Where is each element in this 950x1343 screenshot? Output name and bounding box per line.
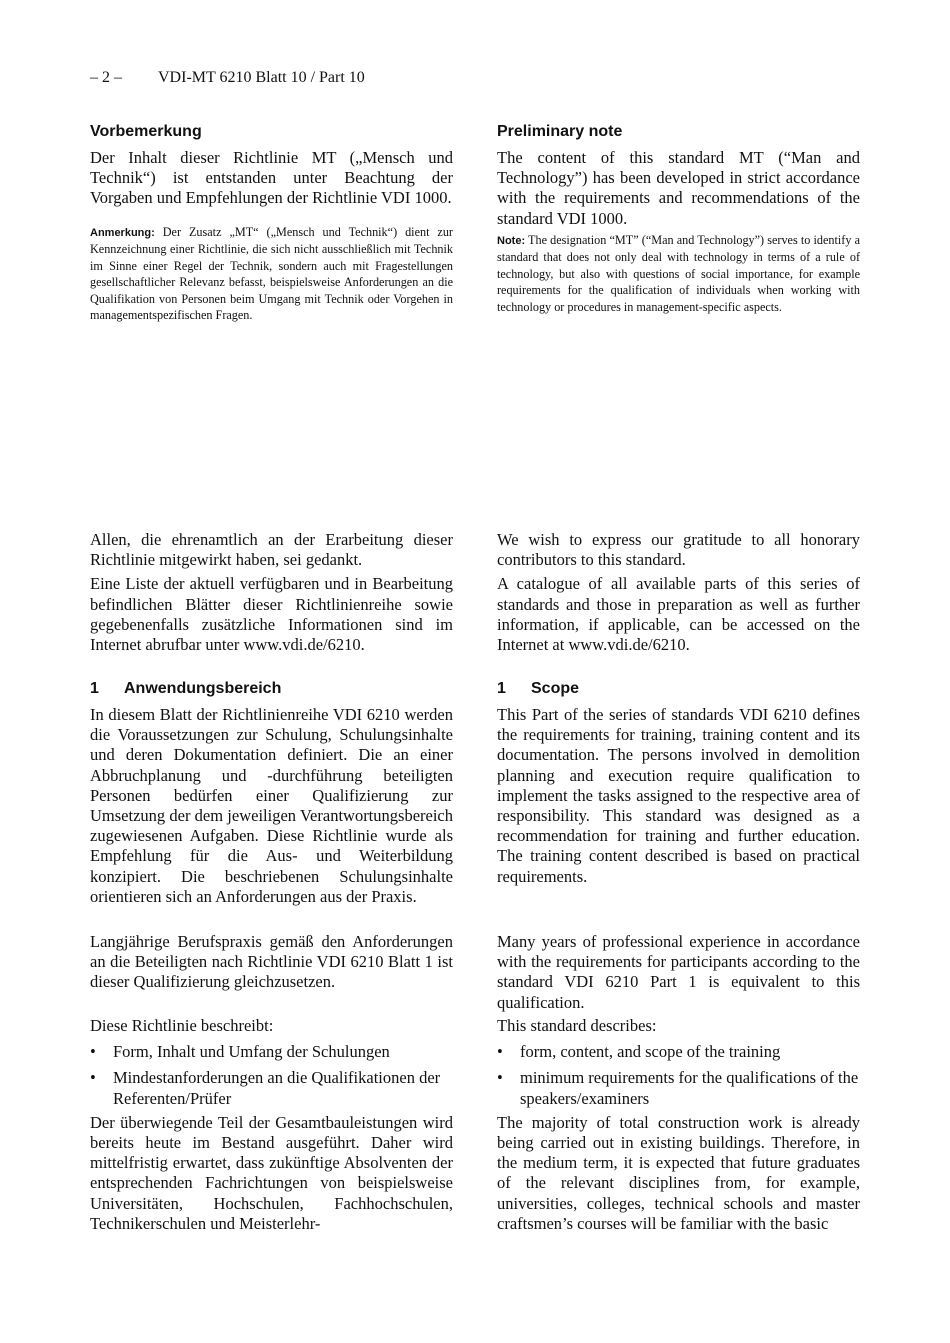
document-title: VDI-MT 6210 Blatt 10 / Part 10 [158,69,365,86]
anmerkung-label: Anmerkung: [90,226,155,239]
list-item [497,1068,860,1108]
section1-heading-en [497,679,860,699]
list-item [90,1068,453,1108]
section1-heading-de [90,679,453,699]
list-item-text: minimum requirements for the qualifications of the speakers/examiners [520,1068,859,1108]
list-item [497,1042,860,1062]
anmerkung-note [90,224,453,324]
section1-title-en: Scope [531,680,580,697]
list-item-text: Form, Inhalt und Umfang der Schulungen [113,1042,390,1062]
list-item-text: Mindestanforderungen an die Qualifikationen der Referenten/Prüfer [113,1068,441,1108]
section1-p2-de: Langjährige Berufspraxis gemäß den Anforderungen an die Beteiligten nach Richtlinie VDI 6210 Blatt 1 ist dieser Qualifizierung gleichzusetzen. [90,932,453,992]
vorbemerkung-section [90,122,453,324]
section1-p1-de: In diesem Blatt der Richtlinienreihe VDI 6210 werden die Voraussetzungen zur Schulung, Schulungsinhalte und deren Dokumentation definiert. Die an einer Abbruchplanung und -durchführung beteiligten Personen bedürfen einer Qualifizierung zur Umsetzung der dem jeweiligen Verantwortungsbereich zugewiesenen Aufgaben. Diese Richtlinie wurde als Empfehlung für die Aus- und Weiterbildung konzipiert. Die beschriebenen Schulungsinhalte orientieren sich an Anforderungen aus der Praxis. [90,705,453,906]
list-item-text: form, content, and scope of the training [520,1042,781,1062]
page-header [90,68,365,88]
note-block [497,232,860,316]
list-info-en: A catalogue of all available parts of this series of standards and those in preparation as well as further information, if applicable, can be accessed on the Internet at www.vdi.de/6210. [497,574,860,655]
section1-p2-block-en [497,932,860,1013]
bullet-icon: • [90,1042,96,1062]
bullet-icon: • [497,1068,503,1088]
vorbemerkung-text: Der Inhalt dieser Richtlinie MT („Mensch und Technik“) ist entstanden unter Beachtung der Vorgaben und Empfehlungen der Richtlinie VDI 1000. [90,148,453,208]
list-item [90,1042,453,1062]
note-text: The designation “MT” (“Man and Technology”) serves to identify a standard that does not only deal with technology in terms of a rule of technology, but also with questions of social importance, for example requirements for the qualification of individuals when working with technology or procedures in management-specific aspects. [497,232,860,314]
list-info-de: Eine Liste der aktuell verfügbaren und in Bearbeitung befindlichen Blätter dieser Richtlinienreihe sowie gegebenenfalls zusätzliche Informationen sind im Internet abrufbar unter www.vdi.de/6210. [90,574,453,655]
section1-number-en: 1 [497,680,506,697]
section1-p1-en: This Part of the series of standards VDI 6210 defines the requirements for training, training content and its documentation. The persons involved in demolition planning and execution require qualification to implement the tasks assigned to the respective area of responsibility. This standard was designed as a recommendation for training and further education. The training content described is based on practical requirements. [497,705,860,886]
bullet-list-en [497,1042,860,1109]
section1-p2-block-de [90,932,453,993]
bullet-icon: • [497,1042,503,1062]
section1-title-de: Anwendungsbereich [124,680,282,697]
section1-list-block-en [497,1016,860,1234]
thanks-section-de [90,530,453,655]
vorbemerkung-heading: Vorbemerkung [90,123,202,140]
section1-de [90,679,453,907]
thanks-section-en [497,530,860,655]
note-label: Note: [497,234,526,247]
thanks-text-en: We wish to express our gratitude to all honorary contributors to this standard. [497,530,860,570]
section1-p3-en: This standard describes: [497,1016,657,1035]
section1-list-block-de [90,1016,453,1234]
section1-number-de: 1 [90,680,99,697]
bullet-icon: • [90,1068,96,1088]
page-number: – 2 – [90,69,122,86]
section1-en [497,679,860,887]
section1-p2-en: Many years of professional experience in accordance with the requirements for participants according to the standard VDI 6210 Part 1 is equivalent to this qualification. [497,932,860,1012]
anmerkung-text: Der Zusatz „MT“ („Mensch und Technik“) dient zur Kennzeichnung einer Richtlinie, die sich nicht ausschließlich mit Technik im Sinne einer Regel der Technik, sondern auch mit Fragestellungen gesellschaftlicher Relevanz befasst, beispielsweise Anforderungen an die Qualifikation von Personen beim Umgang mit Technik oder Vorgehen in managementspezifischen Fragen. [90,224,453,323]
preliminary-text: The content of this standard MT (“Man and Technology”) has been developed in strict accordance with the requirements and recommendations of the standard VDI 1000. [497,148,860,228]
preliminary-section [497,122,860,315]
preliminary-heading: Preliminary note [497,123,623,140]
section1-p3-de: Diese Richtlinie beschreibt: [90,1016,274,1035]
bullet-list-de [90,1042,453,1109]
section1-p4-de: Der überwiegende Teil der Gesamtbauleistungen wird bereits heute im Bestand ausgeführt. Daher wird mittelfristig erwartet, dass zukünftige Absolventen der entsprechenden Fachrichtungen von beispielsweise Universitäten, Hochschulen, Fachhochschulen, Technikerschulen und Meisterlehr- [90,1112,453,1233]
thanks-text-de: Allen, die ehrenamtlich an der Erarbeitung dieser Richtlinie mitgewirkt haben, sei gedankt. [90,530,453,570]
section1-p4-en: The majority of total construction work is already being carried out in existing buildings. Therefore, in the medium term, it is expected that future graduates of the relevant disciplines from, for example, universities, colleges, technical schools and master craftsmen’s courses will be familiar with the basic [497,1112,860,1233]
